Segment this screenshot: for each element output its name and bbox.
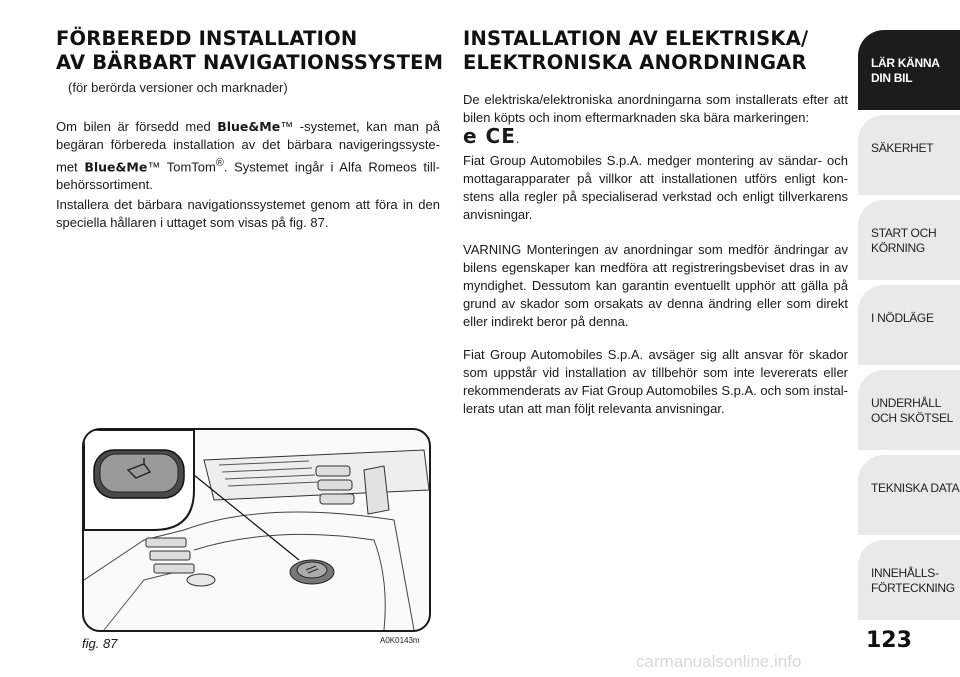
- chapter-sidebar: [858, 30, 960, 630]
- tab-lar-kanna-din-bil[interactable]: LÄR KÄNNA DIN BIL: [858, 30, 960, 110]
- left-title-line-1: FÖRBEREDD INSTALLATION: [56, 27, 358, 50]
- brand-blueandme: Blue&Me: [217, 119, 281, 134]
- figure-87: [82, 428, 431, 632]
- socket-closeup: [94, 450, 184, 498]
- figure-code: A0K0143m: [380, 636, 420, 645]
- page-number: 123: [866, 628, 912, 653]
- tab-innehallsforteckning[interactable]: INNEHÅLLS- FÖRTECKNING: [858, 540, 960, 620]
- left-paragraph-2: Installera det bärbara navigationssystemet genom att föra in den speciella hållaren i uttaget som visas på fig. 87.: [56, 197, 440, 230]
- right-paragraph-1: De elektriska/elektroniska anordningarna som installerats efter att bilen köpts och inom eftermarknaden ska bära markeringen: e CE.: [463, 92, 848, 148]
- left-paragraph-1: Om bilen är försedd med Blue&Me™ -systemet, kan man på begäran förbereda installation av det bärbara navigeringssyste-met Blue&Me™ TomTom®. Systemet ingår i Alfa Romeos till-behörssortiment.: [56, 119, 440, 193]
- conformity-marks: e CE: [463, 124, 516, 148]
- tab-underhall-och-skotsel[interactable]: UNDERHÅLL OCH SKÖTSEL: [858, 370, 960, 450]
- left-subtitle: (för berörda versioner och marknader): [68, 80, 288, 95]
- right-paragraph-3-warning: VARNING Monteringen av anordningar som medför ändringar av bilens egenskaper kan medföra att registreringsbeviset dras in av myndighet. Dessutom kan garantin eventuellt upphör att gälla på grund av skador som orsakats av denna ändring eller som direkt eller indirekt beror på denna.: [463, 242, 848, 329]
- figure-caption: fig. 87: [82, 636, 118, 651]
- dashboard-socket-illustration: [84, 430, 429, 630]
- left-title: [56, 27, 443, 75]
- right-title-line-1: INSTALLATION AV ELEKTRISKA/: [463, 27, 809, 50]
- left-title-line-2: AV BÄRBART NAVIGATIONSSYSTEM: [56, 51, 444, 74]
- brand-blueandme-2: Blue&Me: [84, 159, 148, 175]
- right-title: [463, 27, 808, 75]
- tab-sakerhet[interactable]: SÄKERHET: [858, 115, 960, 195]
- tab-tekniska-data[interactable]: TEKNISKA DATA: [858, 455, 960, 535]
- right-title-line-2: ELEKTRONISKA ANORDNINGAR: [463, 51, 807, 74]
- tab-i-nodlage[interactable]: I NÖDLÄGE: [858, 285, 960, 365]
- tab-start-och-korning[interactable]: START OCH KÖRNING: [858, 200, 960, 280]
- watermark: carmanualsonline.info: [636, 652, 802, 671]
- right-paragraph-2: Fiat Group Automobiles S.p.A. medger montering av sändar- och mottagarapparater på villkor att installationen utförs enligt kon-stens alla regler på specialiserad verkstad och enligt tillverkarens anvisningar.: [463, 153, 848, 222]
- right-paragraph-4: Fiat Group Automobiles S.p.A. avsäger sig allt ansvar för skador som uppstår vid installation av tillbehör som inte levererats eller rekommenderats av Fiat Group Automobiles S.p.A. och som instal-lerats utan att man följt relevanta anvisningar.: [463, 347, 848, 416]
